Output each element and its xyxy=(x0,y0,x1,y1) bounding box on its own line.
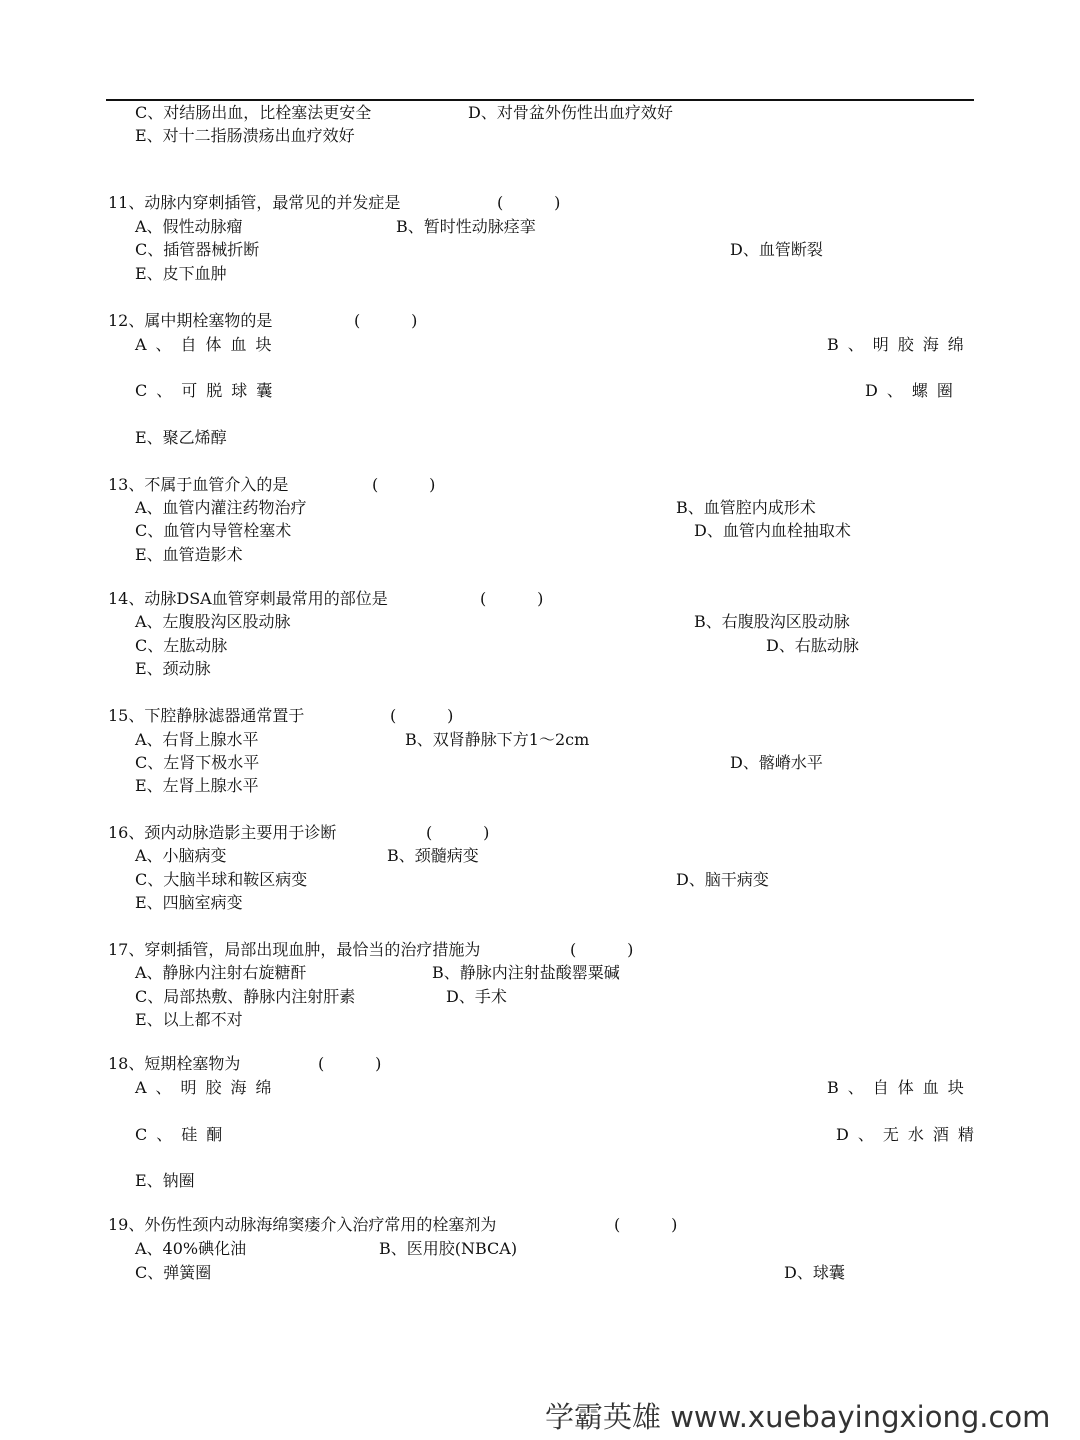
q14-stem: 14、动脉DSA血管穿刺最常用的部位是 xyxy=(108,589,388,608)
q17-option-d: D、手术 xyxy=(446,987,507,1006)
q13-answer-blank: ( ) xyxy=(372,475,436,494)
q15-option-e: E、左肾上腺水平 xyxy=(135,776,259,795)
q14-option-e: E、颈动脉 xyxy=(135,659,211,678)
q18-option-a: A、明胶海绵 xyxy=(135,1078,281,1097)
q12-answer-blank: ( ) xyxy=(354,311,418,330)
q18-stem: 18、短期栓塞物为 xyxy=(108,1054,241,1073)
header-rule xyxy=(106,99,974,101)
prev-option-d: D、对骨盆外伤性出血疗效好 xyxy=(468,103,673,122)
q14-option-b: B、右腹股沟区股动脉 xyxy=(694,612,850,631)
q12-option-e: E、聚乙烯醇 xyxy=(135,428,227,447)
prev-option-c: C、对结肠出血，比栓塞法更安全 xyxy=(135,103,372,122)
q11-option-e: E、皮下血肿 xyxy=(135,264,227,283)
q15-answer-blank: ( ) xyxy=(390,706,454,725)
q15-option-d: D、髂嵴水平 xyxy=(730,753,823,772)
q17-option-c: C、局部热敷、静脉内注射肝素 xyxy=(135,987,356,1006)
q11-option-b: B、暂时性动脉痉挛 xyxy=(396,217,536,236)
q19-option-b: B、医用胶(NBCA) xyxy=(379,1239,518,1258)
q17-stem: 17、穿刺插管，局部出现血肿，最恰当的治疗措施为 xyxy=(108,940,481,959)
q15-option-b: B、双肾静脉下方1～2cm xyxy=(405,730,590,749)
q13-option-b: B、血管腔内成形术 xyxy=(676,498,816,517)
q19-option-c: C、弹簧圈 xyxy=(135,1263,212,1282)
q11-stem: 11、动脉内穿刺插管，最常见的并发症是 xyxy=(108,193,401,212)
q14-option-c: C、左肱动脉 xyxy=(135,636,228,655)
q15-option-c: C、左肾下极水平 xyxy=(135,753,260,772)
q11-option-d: D、血管断裂 xyxy=(730,240,823,259)
q18-option-d: D、无水酒精 xyxy=(836,1125,983,1144)
q11-answer-blank: ( ) xyxy=(497,193,561,212)
q13-option-e: E、血管造影术 xyxy=(135,545,243,564)
q17-option-a: A、静脉内注射右旋糖酐 xyxy=(135,963,307,982)
q13-option-d: D、血管内血栓抽取术 xyxy=(694,521,851,540)
q12-stem: 12、属中期栓塞物的是 xyxy=(108,311,273,330)
q17-answer-blank: ( ) xyxy=(570,940,634,959)
q12-option-a: A、自体血块 xyxy=(135,335,281,354)
prev-option-e: E、对十二指肠溃疡出血疗效好 xyxy=(135,126,355,145)
q13-stem: 13、不属于血管介入的是 xyxy=(108,475,289,494)
q16-stem: 16、颈内动脉造影主要用于诊断 xyxy=(108,823,337,842)
q17-option-e: E、以上都不对 xyxy=(135,1010,243,1029)
q14-option-a: A、左腹股沟区股动脉 xyxy=(135,612,291,631)
q18-option-c: C、硅酮 xyxy=(135,1125,232,1144)
q19-option-d: D、球囊 xyxy=(784,1263,845,1282)
q14-option-d: D、右肱动脉 xyxy=(766,636,859,655)
q17-option-b: B、静脉内注射盐酸罂粟碱 xyxy=(432,963,620,982)
q19-option-a: A、40%碘化油 xyxy=(135,1239,247,1258)
footer-watermark: 学霸英雄 www.xuebayingxiong.com xyxy=(545,1400,1051,1434)
q15-option-a: A、右肾上腺水平 xyxy=(135,730,259,749)
q14-answer-blank: ( ) xyxy=(480,589,544,608)
q16-option-a: A、小脑病变 xyxy=(135,846,227,865)
q19-stem: 19、外伤性颈内动脉海绵窦瘘介入治疗常用的栓塞剂为 xyxy=(108,1215,497,1234)
q15-stem: 15、下腔静脉滤器通常置于 xyxy=(108,706,305,725)
q11-option-a: A、假性动脉瘤 xyxy=(135,217,243,236)
q13-option-a: A、血管内灌注药物治疗 xyxy=(135,498,307,517)
q18-answer-blank: ( ) xyxy=(318,1054,382,1073)
q16-option-d: D、脑干病变 xyxy=(676,870,769,889)
q16-option-c: C、大脑半球和鞍区病变 xyxy=(135,870,308,889)
q16-answer-blank: ( ) xyxy=(426,823,490,842)
q18-option-e: E、钠圈 xyxy=(135,1171,195,1190)
q11-option-c: C、插管器械折断 xyxy=(135,240,260,259)
q13-option-c: C、血管内导管栓塞术 xyxy=(135,521,292,540)
q16-option-b: B、颈髓病变 xyxy=(387,846,479,865)
q12-option-c: C、可脱球囊 xyxy=(135,381,282,400)
q12-option-b: B、明胶海绵 xyxy=(827,335,973,354)
q19-answer-blank: ( ) xyxy=(614,1215,678,1234)
q18-option-b: B、自体血块 xyxy=(827,1078,973,1097)
q16-option-e: E、四脑室病变 xyxy=(135,893,243,912)
q12-option-d: D、螺圈 xyxy=(865,381,962,400)
